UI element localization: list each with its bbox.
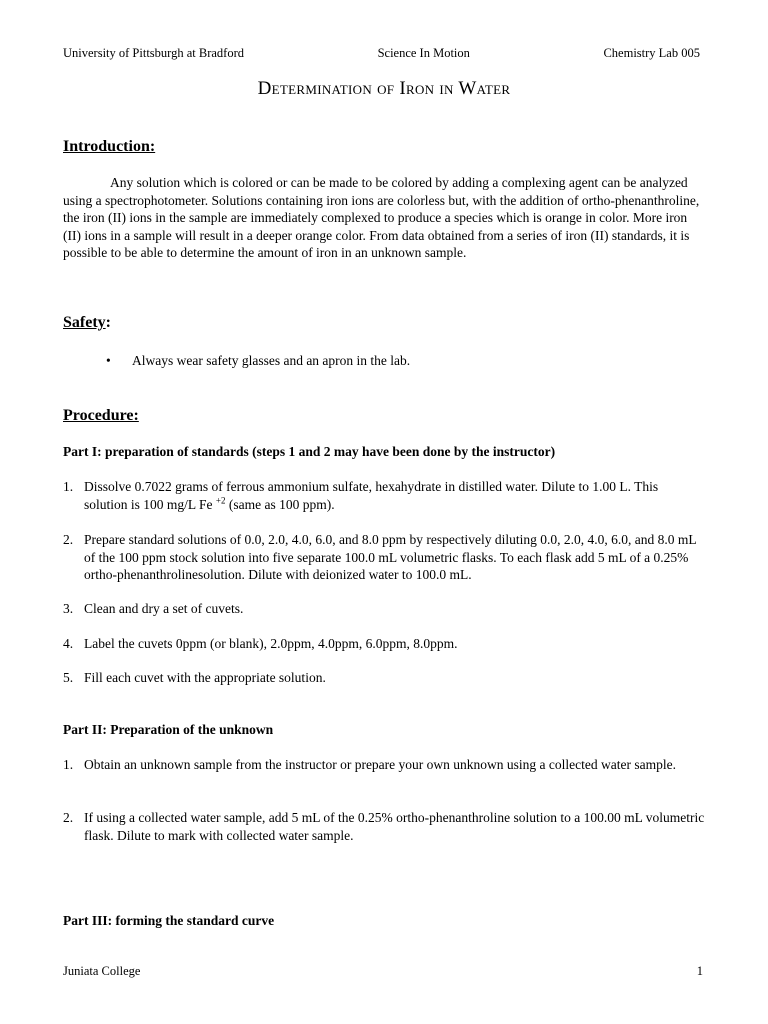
step-number: 2. [63, 810, 74, 825]
header-lab-number: Chemistry Lab 005 [603, 46, 700, 60]
step-text-part-a: Dissolve 0.7022 grams of ferrous ammonium sulfate, hexahydrate in distilled water. Dilute to 1.00 L. This solution is 100 mg/L Fe [84, 479, 659, 512]
step-text [84, 478, 705, 513]
introduction-text: Any solution which is colored or can be made to be colored by adding a complexing agent can be analyzed using a spectrophotometer. Solutions containing iron ions are colorless but, with the addition of ortho-phenanthroline, the iron (II) ions in the sample are immediately complexed to produce a species which is orange in color. More iron (II) ions in a sample will result in a deeper orange color. From data obtained from a series of iron (II) standards, it is possible to be able to determine the amount of iron in an unknown sample. [63, 175, 700, 260]
part1-step-5 [63, 669, 705, 687]
step-number: 2. [63, 532, 74, 547]
step-number: 3. [63, 601, 74, 616]
part3-heading: Part III: forming the standard curve [63, 913, 275, 928]
step-text: If using a collected water sample, add 5 mL of the 0.25% ortho-phenanthroline solution to a 100.00 mL volumetric flask. Dilute to mark with collected water sample. [84, 810, 705, 843]
part1-step-4 [63, 635, 705, 653]
step-number: 5. [63, 670, 74, 685]
step-text: Clean and dry a set of cuvets. [84, 601, 244, 616]
safety-heading [63, 314, 111, 332]
step-text-part-b: (same as 100 ppm). [225, 496, 335, 512]
iron-charge-superscript: +2 [215, 495, 226, 505]
safety-heading-text: Safety [63, 314, 106, 331]
safety-bullet [106, 353, 410, 369]
part2-heading: Part II: Preparation of the unknown [63, 722, 274, 737]
document-title [0, 78, 768, 100]
part1-step-1 [63, 478, 705, 513]
introduction-paragraph [63, 174, 703, 262]
bullet-dot-icon: • [106, 353, 111, 368]
safety-heading-colon: : [105, 314, 111, 331]
part1-heading: Part I: preparation of standards (steps 1 and 2 may have been done by the instructor) [63, 444, 556, 459]
part2-step-2 [63, 809, 705, 844]
part1-step-3 [63, 600, 705, 618]
introduction-heading: Introduction: [63, 138, 156, 155]
footer-institution: Juniata College [63, 964, 141, 978]
header-program: Science In Motion [377, 46, 470, 60]
step-text: Label the cuvets 0ppm (or blank), 2.0ppm, 4.0ppm, 6.0ppm, 8.0ppm. [84, 636, 458, 651]
safety-bullet-text: Always wear safety glasses and an apron in the lab. [132, 353, 411, 368]
step-text: Obtain an unknown sample from the instructor or prepare your own unknown using a collected water sample. [84, 757, 676, 772]
page-header [63, 46, 700, 61]
page-footer [63, 964, 703, 979]
step-number: 1. [63, 479, 74, 494]
header-institution: University of Pittsburgh at Bradford [63, 46, 244, 60]
procedure-heading: Procedure: [63, 407, 139, 424]
part2-step-1 [63, 756, 705, 774]
step-number: 1. [63, 757, 74, 772]
part1-step-2 [63, 531, 705, 584]
step-text: Prepare standard solutions of 0.0, 2.0, 4.0, 6.0, and 8.0 ppm by respectively diluting 0.0, 2.0, 4.0, 6.0, and 8.0 mL of the 100 ppm stock solution into five separate 100.0 mL volumetric flasks. To each flask add 5 mL of a 0.25% ortho-phenanthrolinesolution. Dilute with deionized water to 100.0 mL. [84, 532, 697, 582]
document-title-text: Determination of Iron in Water [257, 78, 511, 99]
page-number: 1 [696, 964, 703, 978]
step-text: Fill each cuvet with the appropriate solution. [84, 670, 326, 685]
step-number: 4. [63, 636, 74, 651]
